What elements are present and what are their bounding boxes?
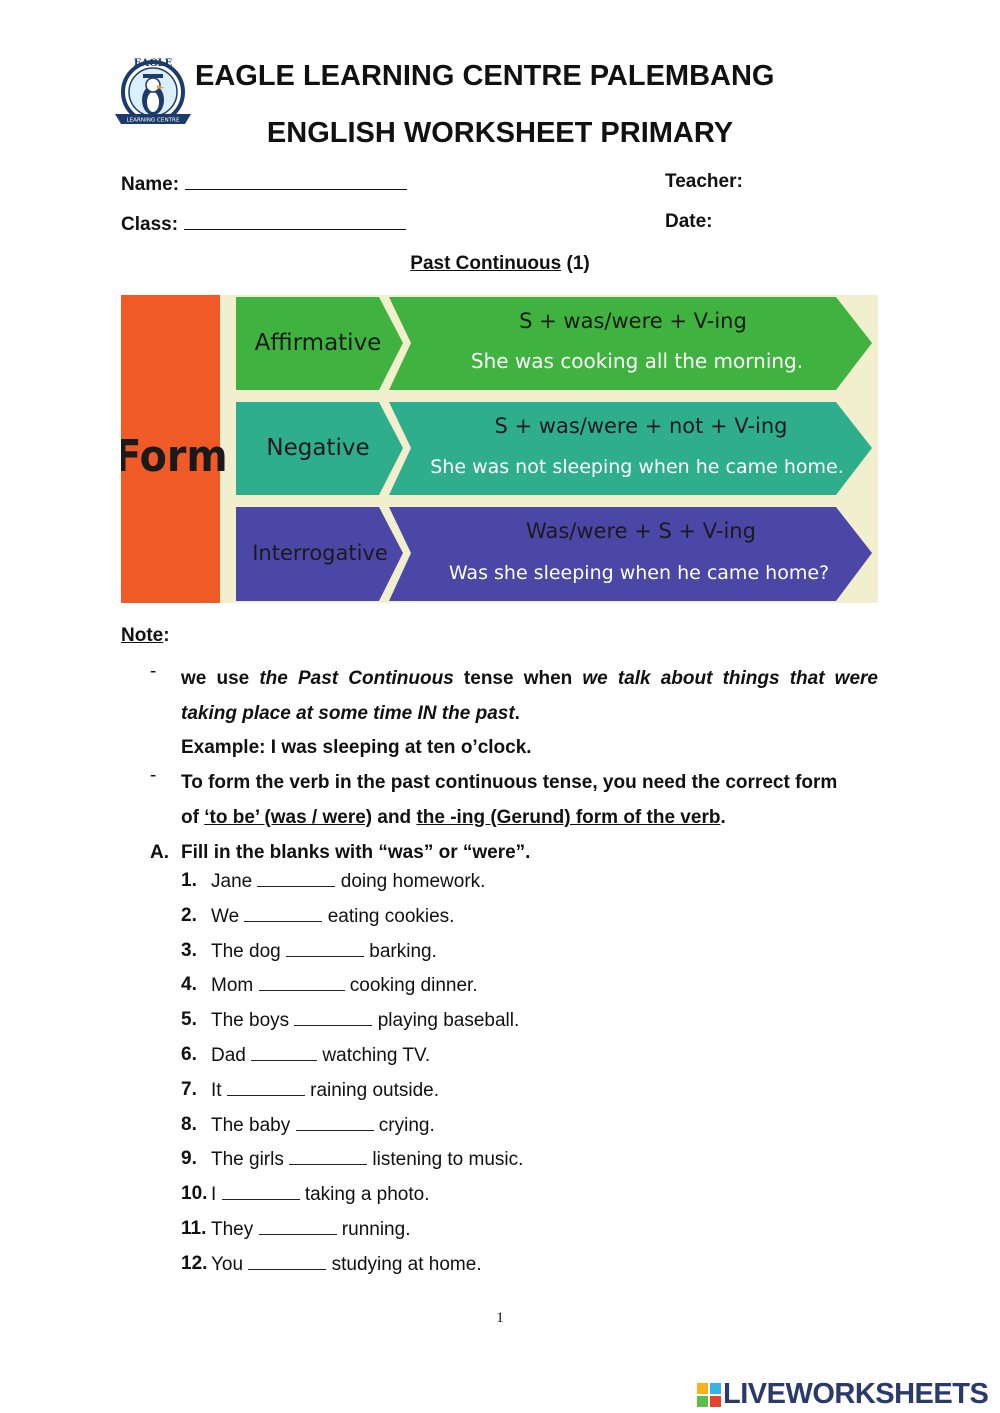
- note-text-part: we use: [181, 668, 260, 689]
- item-text-after: studying at home.: [326, 1253, 482, 1275]
- exercise-item: [211, 1183, 430, 1206]
- form-side-label: Form: [121, 431, 228, 482]
- item-number: 2.: [181, 904, 197, 926]
- item-text-before: You: [211, 1253, 249, 1275]
- row-formula-negative: S + was/were + not + V-ing: [494, 414, 788, 438]
- answer-blank[interactable]: [251, 1044, 317, 1061]
- item-text-after: crying.: [373, 1114, 435, 1136]
- row-example-interrogative: Was she sleeping when he came home?: [448, 562, 830, 584]
- item-text-before: The girls: [211, 1149, 290, 1171]
- lesson-title: [0, 253, 1000, 275]
- note-underlined: ‘to be’ (was / were): [204, 807, 373, 828]
- note-bullet1-line1: [181, 661, 878, 696]
- exercise-item: [211, 940, 437, 963]
- item-number: 1.: [181, 870, 197, 891]
- note-emphasis: the Past Continuous: [259, 668, 454, 689]
- chart-row-affirmative: [236, 297, 872, 390]
- chart-row-negative: [236, 402, 872, 495]
- date-label: Date:: [665, 211, 713, 232]
- name-input-line[interactable]: [185, 171, 407, 190]
- lesson-title-suffix: (1): [561, 253, 590, 274]
- exercise-item: [211, 1253, 482, 1276]
- class-label: Class:: [121, 214, 179, 235]
- answer-blank[interactable]: [259, 974, 345, 991]
- exercise-item: [211, 870, 485, 893]
- liveworksheets-brand[interactable]: [697, 1378, 988, 1410]
- note-bullet2-line2: [181, 800, 726, 835]
- class-input-line[interactable]: [184, 211, 406, 230]
- item-text-after: playing baseball.: [372, 1010, 520, 1032]
- teacher-label: Teacher:: [665, 171, 743, 192]
- answer-blank[interactable]: [222, 1183, 300, 1200]
- row-example-affirmative: She was cooking all the morning.: [470, 349, 804, 373]
- item-number: 9.: [181, 1148, 197, 1170]
- item-text-after: eating cookies.: [322, 905, 455, 927]
- answer-blank[interactable]: [248, 1253, 326, 1270]
- note-text-part: tense when: [453, 668, 583, 689]
- exercise-item: [211, 974, 478, 997]
- answer-blank[interactable]: [257, 870, 335, 887]
- item-text-after: watching TV.: [317, 1045, 431, 1066]
- item-text-after: cooking dinner.: [344, 975, 478, 997]
- exercise-letter: A.: [150, 842, 169, 863]
- item-text-before: Dad: [211, 1045, 252, 1066]
- note-emphasis: taking place at some time IN the past: [181, 703, 515, 724]
- item-number: 11.: [181, 1218, 207, 1239]
- page-number: 1: [496, 1310, 504, 1326]
- item-text-after: listening to music.: [367, 1149, 524, 1171]
- item-number: 4.: [181, 974, 197, 996]
- note-emphasis: we talk about things that were: [582, 668, 878, 689]
- answer-blank[interactable]: [294, 1009, 372, 1026]
- item-number: 12.: [181, 1252, 208, 1274]
- row-example-negative: She was not sleeping when he came home.: [430, 456, 844, 478]
- liveworksheets-icon: [697, 1383, 721, 1407]
- name-label: Name:: [121, 174, 180, 195]
- logo-text-bottom: LEARNING CENTRE: [126, 117, 180, 124]
- note-example: Example: I was sleeping at ten o’clock.: [181, 737, 532, 758]
- exercise-item: [211, 1148, 523, 1171]
- answer-blank[interactable]: [296, 1114, 374, 1131]
- item-text-before: Jane: [211, 871, 258, 892]
- note-bullet2-line1: To form the verb in the past continuous tense, you need the correct form: [181, 772, 838, 793]
- answer-blank[interactable]: [244, 905, 322, 922]
- item-text-after: barking.: [364, 940, 437, 962]
- item-text-before: The baby: [211, 1114, 296, 1136]
- exercise-item: [211, 1218, 410, 1241]
- item-text-before: I: [211, 1184, 222, 1206]
- item-text-before: It: [211, 1079, 227, 1101]
- row-formula-interrogative: Was/were + S + V-ing: [526, 519, 756, 543]
- row-label-affirmative: Affirmative: [254, 330, 382, 356]
- answer-blank[interactable]: [289, 1148, 367, 1165]
- item-number: 5.: [181, 1009, 197, 1031]
- name-field: [121, 171, 407, 196]
- note-text-part: of: [181, 807, 205, 828]
- lesson-title-main: Past Continuous: [410, 253, 562, 274]
- exercise-item: [211, 1079, 439, 1102]
- row-formula-affirmative: S + was/were + V-ing: [519, 309, 747, 333]
- item-number: 6.: [181, 1044, 197, 1065]
- exercise-item: [211, 1114, 435, 1137]
- note-bullet1-line2: [181, 696, 520, 731]
- class-field: [121, 211, 406, 236]
- note-label: Note: [121, 625, 164, 646]
- note-text-part: and: [372, 807, 417, 828]
- item-text-before: The dog: [211, 940, 286, 962]
- item-text-after: doing homework.: [335, 871, 486, 892]
- row-label-interrogative: Interrogative: [252, 541, 388, 565]
- form-chart: [121, 295, 878, 603]
- answer-blank[interactable]: [227, 1079, 305, 1096]
- exercise-item: [211, 1044, 430, 1067]
- school-title: EAGLE LEARNING CENTRE PALEMBANG: [195, 60, 775, 92]
- worksheet-title: ENGLISH WORKSHEET PRIMARY: [266, 117, 734, 149]
- item-number: 7.: [181, 1078, 197, 1100]
- liveworksheets-text: LIVEWORKSHEETS: [723, 1378, 989, 1410]
- exercise-item: [211, 1009, 519, 1032]
- item-text-before: Mom: [211, 975, 259, 997]
- item-number: 10.: [181, 1183, 208, 1205]
- item-text-after: running.: [336, 1219, 411, 1240]
- exercise-instruction: Fill in the blanks with “was” or “were”.: [181, 842, 531, 863]
- note-underlined: the -ing (Gerund) form of the verb: [416, 807, 721, 828]
- item-text-before: We: [211, 905, 245, 927]
- item-number: 8.: [181, 1113, 197, 1135]
- item-text-after: taking a photo.: [299, 1184, 430, 1206]
- bullet-dash-1: -: [150, 661, 157, 682]
- bullet-dash-2: -: [150, 765, 157, 786]
- answer-blank[interactable]: [286, 940, 364, 957]
- item-number: 3.: [181, 939, 197, 961]
- item-text-before: They: [211, 1219, 259, 1240]
- item-text-before: The boys: [211, 1010, 295, 1032]
- logo-text-top: EAGLE: [133, 58, 173, 69]
- row-label-negative: Negative: [266, 435, 370, 461]
- note-heading: Note:: [121, 625, 170, 646]
- note-text-part: .: [720, 807, 726, 828]
- chart-row-interrogative: [236, 507, 872, 601]
- answer-blank[interactable]: [259, 1218, 337, 1235]
- item-text-after: raining outside.: [304, 1079, 439, 1101]
- exercise-item: [211, 905, 454, 928]
- note-text-part: .: [514, 703, 520, 724]
